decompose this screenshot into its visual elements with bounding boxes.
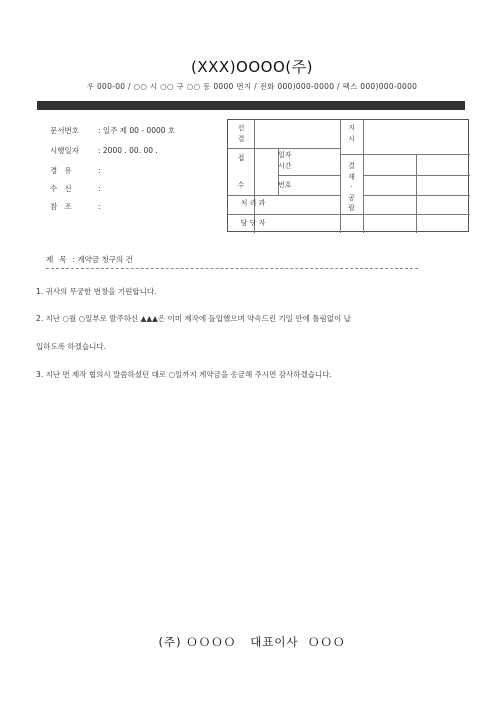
cell-person: 담 당 자 (240, 219, 266, 227)
company-title: (XXX)OOOO(주) (191, 58, 313, 76)
cell-date-time (278, 150, 340, 171)
cell-su: 수 (237, 181, 245, 189)
paragraph-2: 2. 지난 ○월 ○일부로 발주하신 ▲▲▲은 이미 제작에 돌입했으며 약속드린 기일 안에 틀림없이 납 (36, 314, 351, 323)
subject-label: 제목 (46, 255, 73, 264)
table-line (278, 175, 340, 176)
cell-jeop: 접 (237, 154, 245, 162)
approval-table (227, 119, 469, 232)
cell-seongyeol (228, 123, 254, 144)
recipient-label: 수 신 (50, 184, 72, 193)
cell-text: 재 (348, 172, 355, 181)
paragraph-2-continued: 입하도록 하겠습니다. (36, 342, 106, 351)
doc-number-row (50, 125, 175, 136)
doc-number-value: : 일주 제 00 - 0000 호 (98, 126, 176, 135)
paragraph-1: 1. 귀사의 무궁한 번창을 기원합니다. (36, 287, 157, 296)
cell-text: 선 (237, 124, 245, 132)
cell-text: 일자 (278, 151, 292, 159)
paragraph-3: 3. 지난 번 제작 협의시 말씀하셨던 대로 ○일까지 계약금을 송금해 주시면 감사하겠습니다. (36, 370, 332, 379)
recipient-row (50, 183, 101, 194)
table-line (228, 148, 340, 149)
cell-text: 지 (348, 124, 355, 132)
cell-department: 처 리 과 (240, 199, 266, 207)
subject-line (46, 254, 133, 265)
date-value: : 2000 . 00. 00 . (98, 146, 158, 155)
dashed-divider (46, 268, 418, 269)
table-line (228, 214, 340, 215)
subject-value: : 계약금 청구의 건 (72, 255, 133, 264)
table-line (228, 195, 340, 196)
table-line (363, 175, 470, 176)
company-address: 우 000-00 / ○○ 시 ○○ 구 ○○ 동 0000 번지 / 전화 000)000-0000 / 팩스 000)000-0000 (86, 82, 418, 91)
reference-row (50, 201, 101, 212)
cell-text: 공 (348, 193, 355, 202)
cell-text: 결 (237, 134, 245, 143)
table-line (254, 120, 255, 233)
recipient-value: : (98, 184, 101, 193)
cell-text: 시간 (278, 161, 292, 170)
table-line (363, 195, 470, 196)
table-line (340, 214, 470, 215)
cell-number: 번호 (278, 181, 292, 189)
reference-label: 참 조 (50, 202, 72, 211)
cell-text: · (350, 183, 353, 191)
footer-signature: (주) ＯＯＯＯ 대표이사 ＯＯＯ (158, 635, 346, 649)
cell-text: 결 (348, 162, 355, 170)
table-line (340, 154, 470, 155)
via-value: : (98, 166, 101, 175)
cell-text: 람 (348, 204, 355, 212)
table-line (416, 154, 417, 233)
doc-number-label: 문서번호 (50, 126, 79, 135)
cell-jisi (340, 123, 363, 144)
date-label: 시행일자 (50, 146, 79, 155)
table-line (363, 120, 364, 233)
cell-gyeoljae-gongram (340, 161, 363, 214)
date-row (50, 145, 158, 156)
via-label: 경 유 (50, 166, 72, 175)
header-divider-bar (37, 101, 465, 110)
cell-text: 시 (348, 134, 355, 143)
reference-value: : (98, 202, 101, 211)
via-row (50, 165, 101, 176)
